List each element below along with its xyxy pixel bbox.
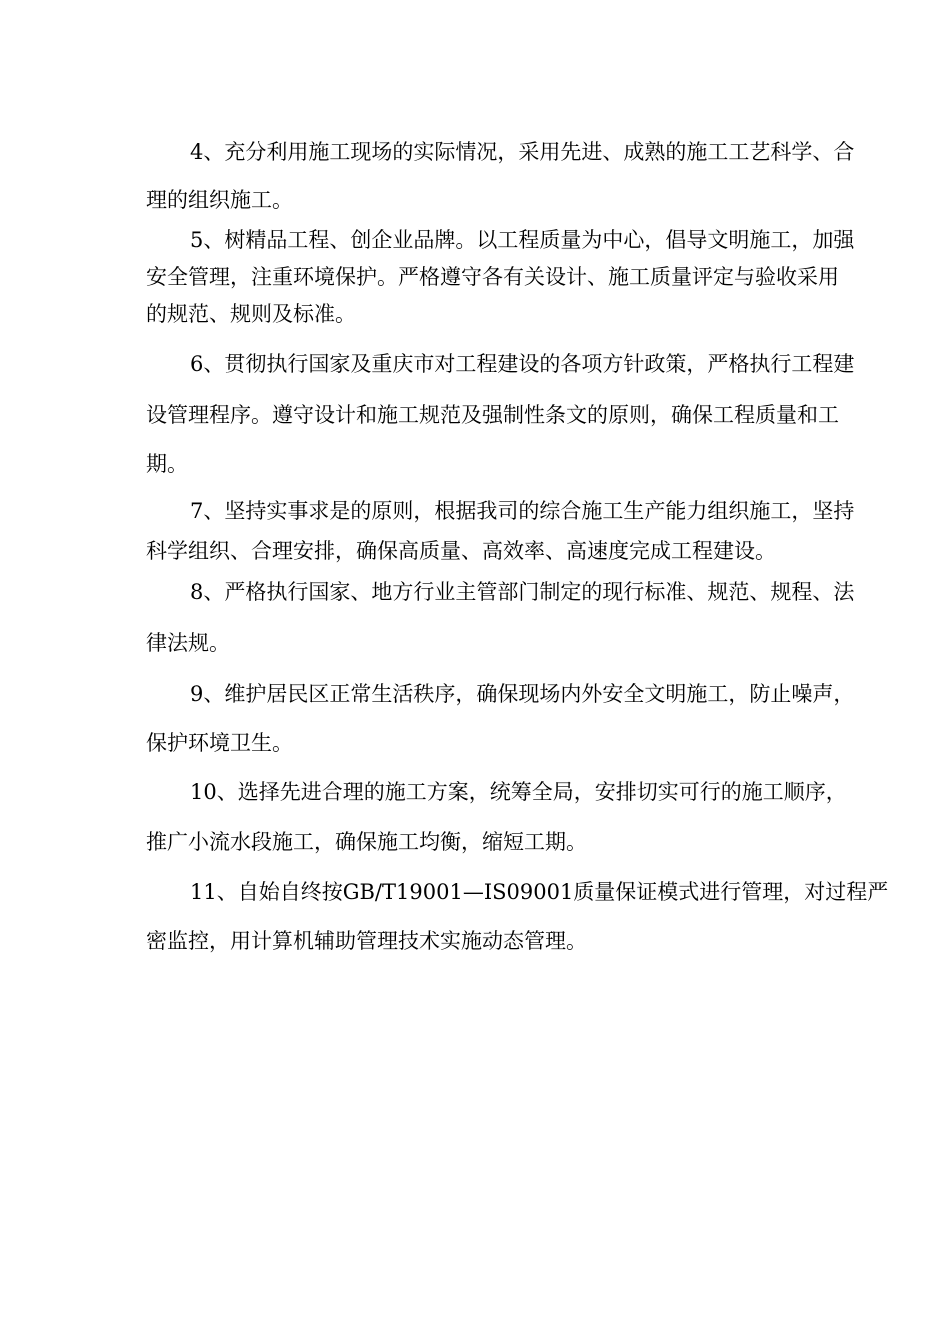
paragraph-11-line-1: 11、自始自终按GB/T19001—IS09001质量保证模式进行管理，对过程严 [190,880,889,904]
paragraph-8-line-1: 8、严格执行国家、地方行业主管部门制定的现行标准、规范、规程、法 [190,580,855,604]
paragraph-10-line-2: 推广小流水段施工，确保施工均衡，缩短工期。 [146,830,587,854]
paragraph-6-line-2: 设管理程序。遵守设计和施工规范及强制性条文的原则，确保工程质量和工 [146,403,839,427]
paragraph-7-line-2: 科学组织、合理安排，确保高质量、高效率、高速度完成工程建设。 [146,539,776,563]
paragraph-7-line-1: 7、坚持实事求是的原则，根据我司的综合施工生产能力组织施工，坚持 [190,499,855,523]
paragraph-5-line-1: 5、树精品工程、创企业品牌。以工程质量为中心，倡导文明施工，加强 [190,228,855,252]
paragraph-8-line-2: 律法规。 [146,631,230,655]
paragraph-4-line-2: 理的组织施工。 [146,188,293,212]
paragraph-9-line-2: 保护环境卫生。 [146,731,293,755]
paragraph-11-line-2: 密监控，用计算机辅助管理技术实施动态管理。 [146,929,587,953]
paragraph-6-line-1: 6、贯彻执行国家及重庆市对工程建设的各项方针政策，严格执行工程建 [190,352,855,376]
paragraph-9-line-1: 9、维护居民区正常生活秩序，确保现场内外安全文明施工，防止噪声， [190,682,855,706]
paragraph-5-line-2: 安全管理，注重环境保护。严格遵守各有关设计、施工质量评定与验收采用 [146,265,839,289]
paragraph-5-line-3: 的规范、规则及标准。 [146,302,356,326]
paragraph-6-line-3: 期。 [146,452,188,476]
paragraph-10-line-1: 10、选择先进合理的施工方案，统筹全局，安排切实可行的施工顺序， [190,780,847,804]
paragraph-4-line-1: 4、充分利用施工现场的实际情况，采用先进、成熟的施工工艺科学、合 [190,140,855,164]
